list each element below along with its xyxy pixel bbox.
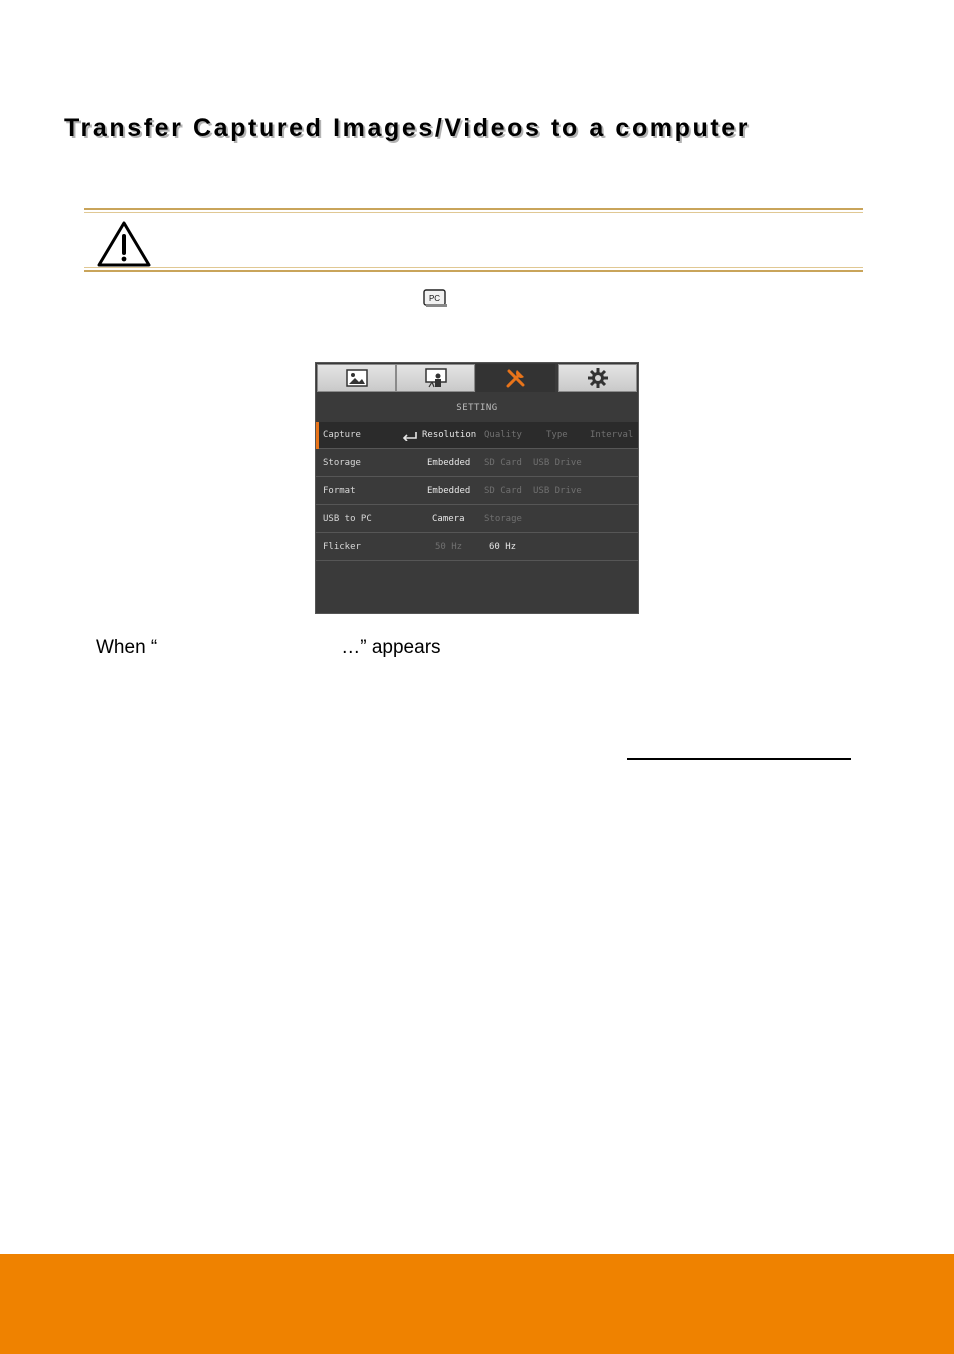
tools-icon — [505, 367, 527, 389]
option-camera[interactable]: Camera — [432, 514, 465, 524]
option-sd-card[interactable]: SD Card — [484, 486, 522, 496]
tab-gear[interactable] — [558, 364, 637, 392]
pc-icon-label: PC — [428, 294, 441, 303]
when-appears-text — [96, 637, 441, 659]
footer-bar — [0, 1254, 954, 1354]
menu-row-format[interactable] — [316, 478, 638, 505]
tab-tools[interactable] — [476, 364, 555, 392]
link-underline[interactable] — [627, 758, 851, 760]
option-quality[interactable]: Quality — [484, 430, 522, 440]
option-embedded[interactable]: Embedded — [427, 458, 471, 468]
menu-title: SETTING — [456, 403, 498, 413]
warning-rule-bottom — [84, 270, 863, 272]
pc-icon — [422, 289, 448, 309]
warning-rule-top-inner — [84, 212, 863, 213]
option-interval[interactable]: Interval — [590, 430, 634, 440]
menu-row-capture[interactable] — [316, 422, 638, 449]
option-type[interactable]: Type — [546, 430, 568, 440]
option-resolution[interactable]: Resolution — [422, 430, 477, 440]
image-icon — [346, 369, 368, 387]
menu-tabs — [316, 363, 638, 393]
menu-row-label: Flicker — [323, 542, 361, 552]
tab-image[interactable] — [317, 364, 396, 392]
when-suffix: …” appears — [341, 637, 441, 658]
when-prefix: When “ — [96, 637, 158, 658]
warning-box — [84, 208, 863, 272]
option-60-hz[interactable]: 60 Hz — [489, 542, 517, 552]
tab-presenter[interactable] — [396, 364, 475, 392]
warning-rule-top — [84, 208, 863, 210]
option-50-hz[interactable]: 50 Hz — [435, 542, 463, 552]
menu-row-label: Format — [323, 486, 356, 496]
menu-row-label: Capture — [323, 430, 361, 440]
option-sd-card[interactable]: SD Card — [484, 458, 522, 468]
option-storage[interactable]: Storage — [484, 514, 522, 524]
menu-row-flicker[interactable] — [316, 534, 638, 561]
option-embedded[interactable]: Embedded — [427, 486, 471, 496]
warning-triangle-icon — [96, 220, 152, 268]
warning-rule-bottom-inner — [84, 267, 863, 268]
menu-row-usb-to-pc[interactable] — [316, 506, 638, 533]
menu-row-label: USB to PC — [323, 514, 372, 524]
page-heading: Transfer Captured Images/Videos to a computer — [64, 114, 751, 142]
gear-icon — [587, 367, 609, 389]
enter-icon — [402, 431, 418, 441]
option-usb-drive[interactable]: USB Drive — [533, 458, 582, 468]
menu-row-label: Storage — [323, 458, 361, 468]
settings-menu-screenshot — [315, 362, 639, 614]
option-usb-drive[interactable]: USB Drive — [533, 486, 582, 496]
menu-row-storage[interactable] — [316, 450, 638, 477]
presenter-icon — [425, 368, 447, 388]
